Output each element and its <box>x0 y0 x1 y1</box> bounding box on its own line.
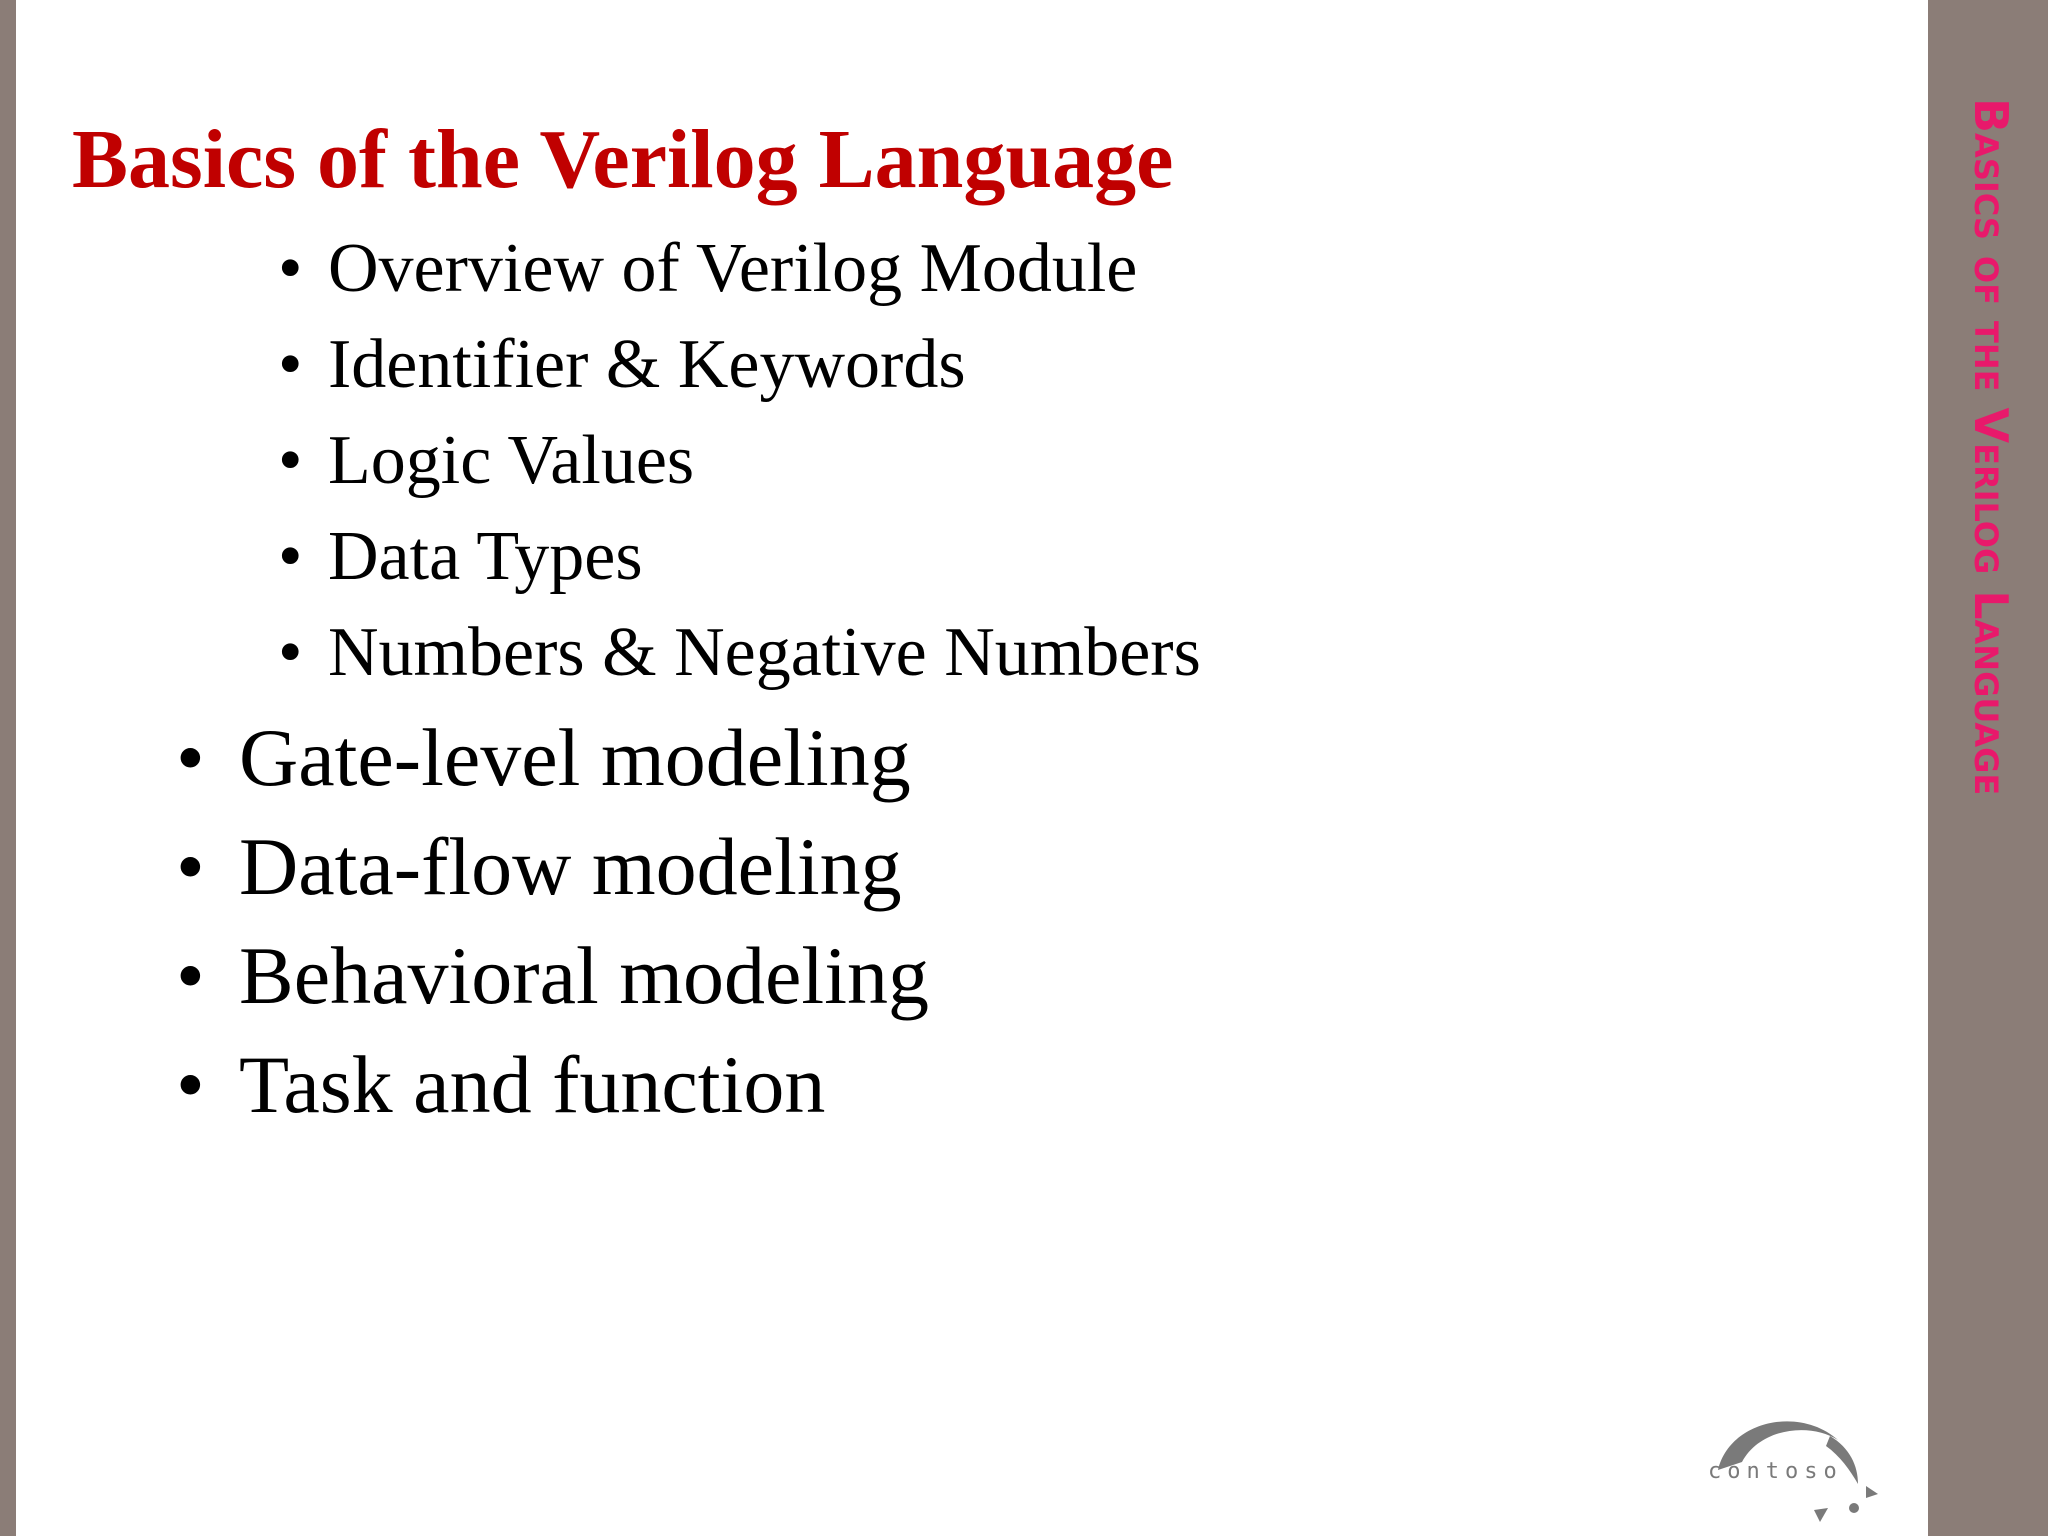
list-item <box>278 610 1201 706</box>
bullet-icon: • <box>278 422 303 499</box>
list-item <box>278 322 1201 418</box>
main-bullet-list <box>176 710 929 1146</box>
list-item-text: Identifier & Keywords <box>328 326 966 403</box>
sub-bullet-list <box>278 226 1201 706</box>
list-item-text: Gate-level modeling <box>239 712 911 803</box>
list-item <box>278 226 1201 322</box>
bullet-icon: • <box>278 518 303 595</box>
bullet-icon: • <box>278 614 303 691</box>
logo-text: contoso <box>1708 1459 1843 1484</box>
slide-title: Basics of the Verilog Language <box>72 113 1174 206</box>
left-frame-bar <box>0 0 16 1536</box>
list-item-text: Data Types <box>328 518 643 595</box>
list-item-text: Data-flow modeling <box>239 821 902 912</box>
list-item-text: Overview of Verilog Module <box>328 230 1138 307</box>
side-title: Basics of the Verilog Language <box>1964 98 2018 796</box>
list-item-text: Numbers & Negative Numbers <box>328 614 1201 691</box>
list-item-text: Task and function <box>239 1039 826 1130</box>
list-item <box>278 514 1201 610</box>
bullet-icon: • <box>176 930 205 1021</box>
list-item <box>176 1037 929 1146</box>
bullet-icon: • <box>176 1039 205 1130</box>
logo-dot <box>1849 1503 1859 1513</box>
list-item <box>176 710 929 819</box>
bullet-icon: • <box>176 821 205 912</box>
bullet-icon: • <box>278 230 303 307</box>
list-item <box>176 819 929 928</box>
list-item <box>176 928 929 1037</box>
list-item-text: Logic Values <box>328 422 695 499</box>
contoso-logo-icon <box>1690 1400 1890 1536</box>
bullet-icon: • <box>278 326 303 403</box>
logo-arrow-down <box>1814 1508 1828 1522</box>
bullet-icon: • <box>176 712 205 803</box>
list-item <box>278 418 1201 514</box>
list-item-text: Behavioral modeling <box>239 930 929 1021</box>
logo-arrow-right <box>1866 1486 1878 1498</box>
